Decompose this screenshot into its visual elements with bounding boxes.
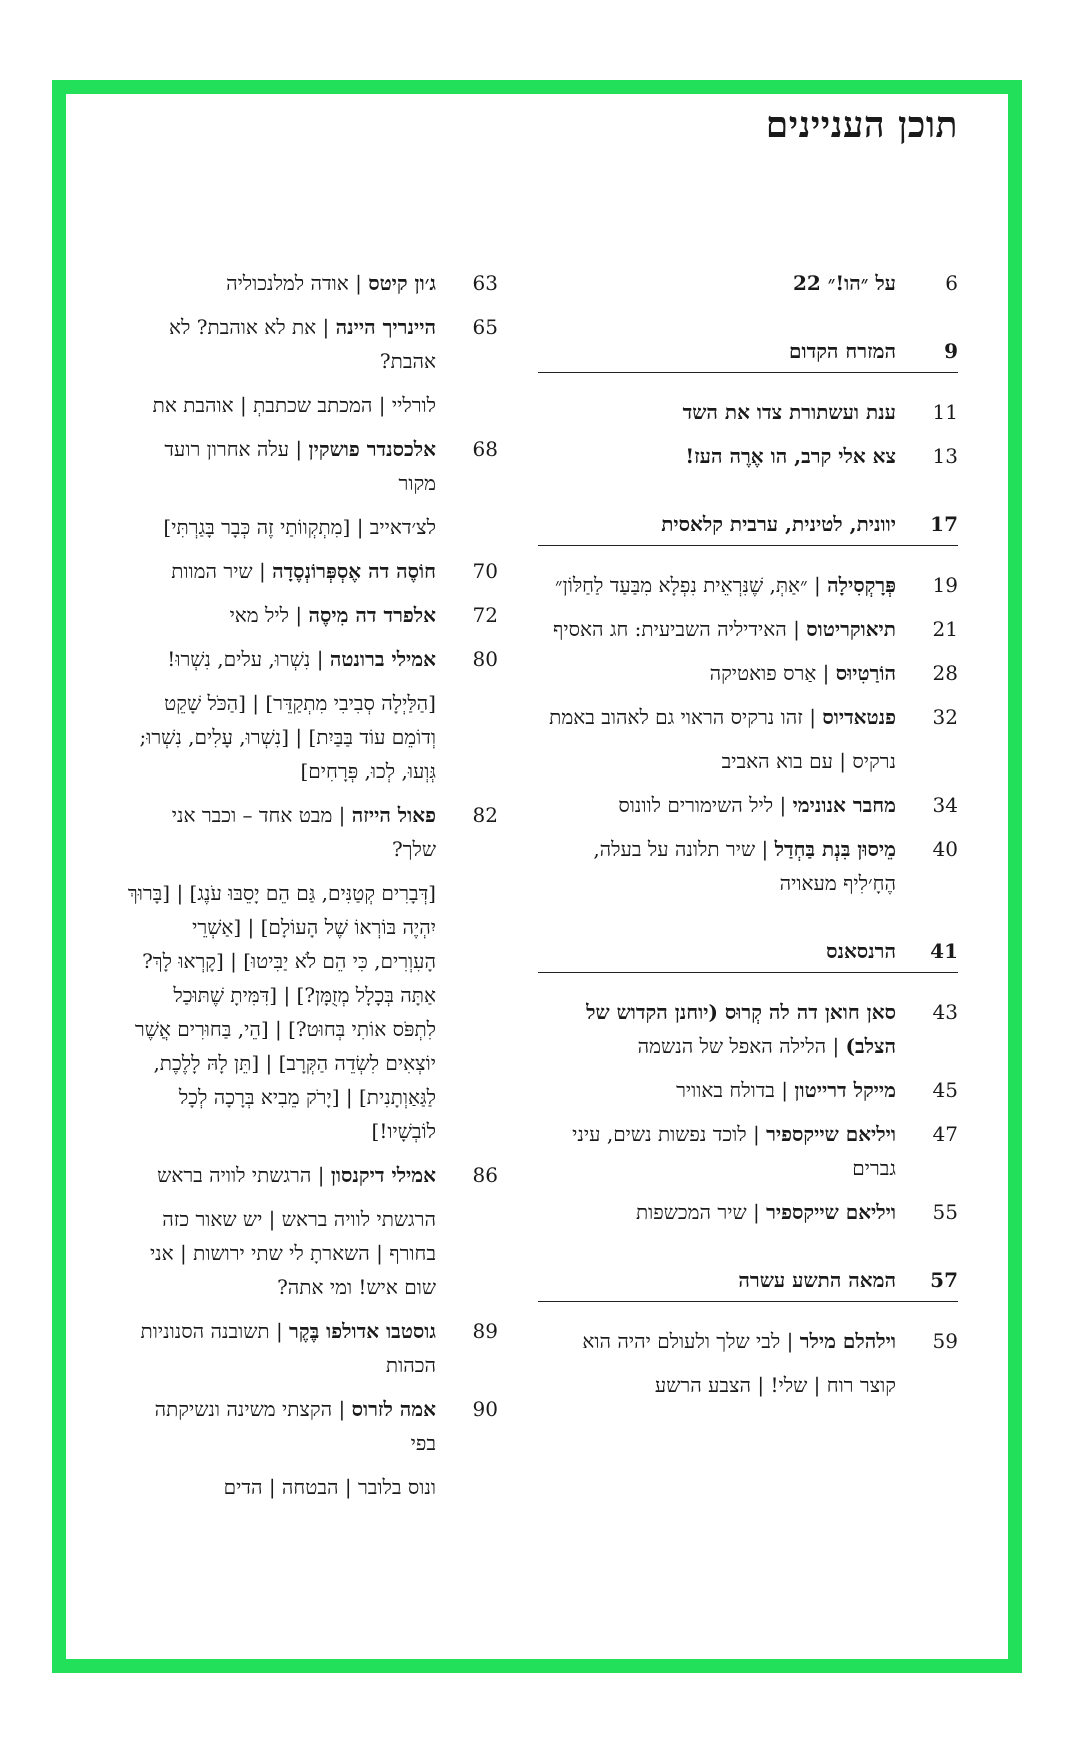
entry-author: אמילי דיקנסון (330, 1163, 436, 1187)
section-title: יוונית, לטינית, ערבית קלאסית (661, 512, 896, 536)
spacer (538, 1185, 958, 1195)
spacer (538, 690, 958, 700)
entry-text (538, 1195, 896, 1229)
entry-work: | מבט אחד – וכבר אני שלך? (171, 803, 436, 861)
entry-work: | האידיליה השביעית: חג האסיף (553, 617, 807, 641)
section-title: הרנסאנס (826, 939, 896, 963)
spacer (538, 778, 958, 788)
page-number: 34 (932, 793, 958, 817)
toc-entry (538, 788, 958, 822)
toc-entry (538, 395, 958, 429)
entry-author: הוֹרַטִיוּס (835, 661, 896, 685)
spacer (538, 373, 958, 395)
entry-author: אמילי ברונטה (329, 647, 436, 671)
page-number: 17 (930, 512, 958, 536)
spacer (538, 473, 958, 507)
toc-page (66, 94, 1008, 1659)
entry-text (538, 612, 896, 646)
entry-text (538, 700, 896, 734)
page-number: 11 (932, 400, 958, 424)
spacer (126, 422, 498, 432)
toc-entry (538, 612, 958, 646)
page-number: 28 (932, 661, 958, 685)
entry-work: | שיר תלונה על בעלה, הֶחָ׳לִיף מעאויה (593, 837, 896, 895)
toc-entry (538, 439, 958, 473)
spacer (538, 822, 958, 832)
entry-text (538, 1073, 896, 1107)
entry-author: חוֹסֶה דה אֶסְפְּרוֹנְסֶדָה (272, 559, 436, 583)
spacer (538, 1302, 958, 1324)
spacer (126, 788, 498, 798)
page-number: 82 (472, 803, 498, 827)
toc-entry (538, 568, 958, 602)
spacer (126, 500, 498, 510)
page-number: 41 (930, 939, 958, 963)
toc-entry (538, 1324, 958, 1358)
page-number: 59 (932, 1329, 958, 1353)
spacer (538, 900, 958, 934)
page-number: 80 (472, 647, 498, 671)
page-number: 19 (932, 573, 958, 597)
spacer (126, 1460, 498, 1470)
entry-text (126, 798, 436, 866)
entry-author: פְּרָקְסִילָה (827, 573, 896, 597)
entry-work: | עלה אחרון רועד מקור (164, 437, 436, 495)
entry-author: סאן חואן דה לה קְרוּס (יוחנן הקדוש של הצלב) (586, 1000, 896, 1058)
spacer (538, 546, 958, 568)
page-number: 65 (472, 315, 498, 339)
toc-entry (538, 995, 958, 1063)
page-title: תוכן העניינים (765, 104, 958, 146)
entry-work: | בדולח באוויר (676, 1078, 795, 1102)
entry-text (126, 1392, 436, 1460)
entry-author: וילהלם מילר (799, 1329, 896, 1353)
page-number: 70 (472, 559, 498, 583)
entry-text (538, 1117, 896, 1185)
spacer (126, 1148, 498, 1158)
entry-author: מחבר אנונימי (792, 793, 896, 817)
entry-subworks: הרגשתי לוויה בראש | יש שאור כזה בחורף | השארתָ לי שתי ירושות | אני שום איש! ומי אתה? (149, 1207, 436, 1299)
entry-work: | ״אַתְּ, שֶׁנִּרְאֵית נִפְלָא מִבַּעַד לַחַלּוֹן״ (555, 573, 828, 597)
section-heading (538, 934, 958, 973)
entry-author: ג׳ון קיטס (368, 271, 436, 295)
entry-text (126, 1314, 436, 1382)
toc-entry (538, 700, 958, 734)
toc-entry (126, 1314, 498, 1382)
entry-author: על ״הו!״ 22 (792, 271, 896, 295)
entry-work: | אודה למלנכוליה (226, 271, 369, 295)
spacer (538, 1063, 958, 1073)
spacer (538, 1229, 958, 1263)
spacer (126, 378, 498, 388)
page-number: 43 (932, 1000, 958, 1024)
toc-entry (538, 1195, 958, 1229)
page-number: 9 (944, 339, 958, 363)
entry-text (126, 1158, 436, 1192)
toc-entry (538, 1073, 958, 1107)
toc-column-right (538, 266, 958, 1402)
page-number: 6 (945, 271, 958, 295)
page-number: 40 (932, 837, 958, 861)
entry-subworks: ונוס בלובר | הבטחה | הדים (223, 1475, 436, 1499)
entry-author: ענת ועשתורת צדו את השד (682, 400, 896, 424)
entry-text (126, 310, 436, 378)
entry-text (126, 642, 436, 676)
page-number: 47 (932, 1122, 958, 1146)
toc-entry (538, 832, 958, 900)
page-number: 86 (472, 1163, 498, 1187)
page-number: 72 (472, 603, 498, 627)
page-number: 68 (472, 437, 498, 461)
entry-text (538, 832, 896, 900)
spacer (538, 1107, 958, 1117)
entry-author: אמה לזרוס (351, 1397, 436, 1421)
entry-author: אלפרד דה מִיסֶה (308, 603, 436, 627)
entry-work: | לבי שלך ולעולם יהיה הוא (582, 1329, 800, 1353)
spacer (126, 866, 498, 876)
section-title: המזרח הקדום (789, 339, 896, 363)
entry-text (538, 1324, 896, 1358)
toc-entry (126, 598, 498, 632)
entry-work: | הרגשתי לוויה בראש (157, 1163, 331, 1187)
toc-entry (126, 310, 498, 378)
entry-work: | את לא אוהבת? לא אהבת? (169, 315, 436, 373)
entry-work: | לוכד נפשות נשים, עיני גברים (572, 1122, 896, 1180)
entry-author: מייקל דרייטון (794, 1078, 896, 1102)
page-number: 32 (932, 705, 958, 729)
page-number: 63 (472, 271, 498, 295)
entry-author: תיאוקריטוס (806, 617, 896, 641)
entry-subworks: נרקיס | עם בוא האביב (721, 749, 896, 773)
entry-text (538, 568, 896, 602)
entry-author: פאול הייזה (351, 803, 436, 827)
page-number: 21 (932, 617, 958, 641)
page-number: 45 (932, 1078, 958, 1102)
spacer (126, 1304, 498, 1314)
page-number: 55 (932, 1200, 958, 1224)
entry-subworks: לורליי | המכתב שכתבתְ | אוהבת את (152, 393, 436, 417)
entry-author: צא אלי קרב, הו אֶרֶה העז! (685, 444, 896, 468)
entry-author: מֵיסוּן בִּנְת בַּחְדַל (774, 837, 896, 861)
page-number: 13 (932, 444, 958, 468)
toc-entry (538, 266, 958, 300)
entry-author: גוסטבו אדולפו בֶּקֶר (289, 1319, 436, 1343)
spacer (126, 632, 498, 642)
spacer (538, 429, 958, 439)
entry-work: | ליל מאי (229, 603, 309, 627)
entry-text (538, 788, 896, 822)
toc-entry (126, 1158, 498, 1192)
spacer (126, 300, 498, 310)
entry-text (538, 395, 896, 429)
toc-entry (126, 554, 498, 588)
toc-entry (126, 1392, 498, 1460)
section-heading (538, 334, 958, 373)
spacer (538, 300, 958, 334)
section-heading (538, 1263, 958, 1302)
entry-text (538, 995, 896, 1063)
entry-subworks: [דְּבָרִים קְטַנִּים, גַּם הֵם יָסֵבּוּ עֹנֶג] | [בָּרוּךְ יִהְיֶה בּוֹרְאוֹ שֶׁל הָעוֹלָם] | [אַשְׁרֵי הָעִוְרִים, כִּי הֵם לֹא יַבִּיטוּ] | [קָרְאוּ לָךְ? אַתָּה בְּכָלָל מְזֻמָּן?] | [דִּמִּיתָ שֶׁתּוּכַל לִתְפֹּס אוֹתִי בְּחוּט?] | [הֵי, בַּחוּרִים אֲשֶׁר יוֹצְאִים לִשְׂדֵה הַקְּרָב] | [תֵּן לָהּ לָלֶכֶת, לַגַּאַוְתָנִית] | [יָרֹק מֵבִיא בְּרָכָה לְכָל לוֹבְשָׁיו!] (127, 881, 436, 1143)
section-heading (538, 507, 958, 546)
entry-work: | אַרס פואטיקה (709, 661, 836, 685)
entry-work: | שיר המוות (171, 559, 273, 583)
entry-author: אלכסנדר פושקין (308, 437, 436, 461)
entry-author: פנטאדיוס (822, 705, 896, 729)
entry-subworks: קוצר רוח | שלי! | הצבע הרשע (654, 1373, 896, 1397)
spacer (126, 588, 498, 598)
entry-text (126, 598, 436, 632)
entry-work: | נִשְׁרוּ, עלים, נִשְׁרוּ! (167, 647, 330, 671)
toc-entry (126, 642, 498, 676)
entry-text (126, 266, 436, 300)
spacer (126, 1382, 498, 1392)
toc-column-left (126, 266, 498, 1504)
entry-author: ויליאם שייקספיר (766, 1122, 896, 1146)
entry-text (538, 439, 896, 473)
toc-entry (126, 266, 498, 300)
spacer (538, 646, 958, 656)
spacer (538, 1358, 958, 1368)
entry-work: | זהו נרקיס הראוי גם לאהוב באמת (549, 705, 823, 729)
entry-text (126, 554, 436, 588)
spacer (538, 602, 958, 612)
entry-text (538, 656, 896, 690)
page-number: 90 (472, 1397, 498, 1421)
entry-work: | שיר המכשפות (635, 1200, 767, 1224)
toc-entry (126, 798, 498, 866)
entry-subworks: [הַלַּיְלָה סְבִיבִי מִתְקַדֵּר] | [הַכֹּל שָׁקֵט וְדוֹמֵם עוֹד בַּבַּיִת] | [נִשְׁרוּ, עָלִים, נִשְׁרוּ; גְּוְעוּ, לְכוּ, פְּרָחִים] (139, 691, 436, 783)
entry-work: | הלילה האפל של הנשמה (637, 1034, 846, 1058)
spacer (126, 676, 498, 686)
toc-entry (126, 432, 498, 500)
toc-entry (538, 1117, 958, 1185)
entry-text (538, 266, 896, 300)
entry-work: | תשובנה הסנוניות הכהות (140, 1319, 436, 1377)
section-title: המאה התשע עשרה (738, 1268, 896, 1292)
entry-author: היינריך היינה (335, 315, 436, 339)
entry-text (126, 432, 436, 500)
spacer (126, 1192, 498, 1202)
page-number: 57 (930, 1268, 958, 1292)
page-number: 89 (472, 1319, 498, 1343)
entry-work: | הקצתי משינה ונשיקתה בפי (154, 1397, 436, 1455)
spacer (126, 544, 498, 554)
green-frame (52, 80, 1022, 1673)
spacer (538, 973, 958, 995)
entry-subworks: לצ׳דאייב | [מִתְקְווֹתַי זֶה כְּבָר בָּגַרְתִּי] (163, 515, 436, 539)
entry-author: ויליאם שייקספיר (766, 1200, 896, 1224)
spacer (538, 734, 958, 744)
toc-entry (538, 656, 958, 690)
entry-work: | ליל השימורים לוונוס (618, 793, 793, 817)
